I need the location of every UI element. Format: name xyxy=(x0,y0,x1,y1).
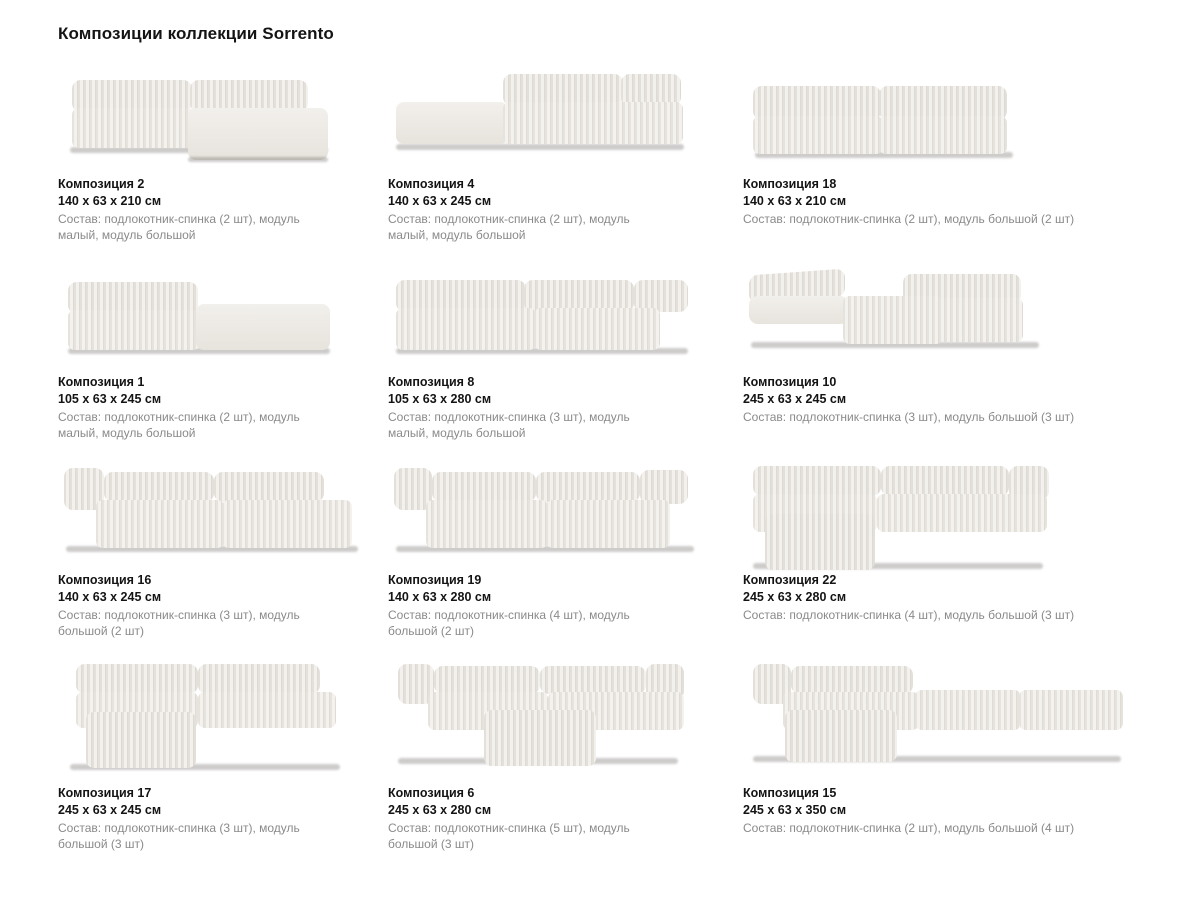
composition-caption xyxy=(388,374,743,441)
sofa-illustration-s6 xyxy=(388,656,743,781)
composition-image xyxy=(388,260,743,370)
sofa-illustration-s10 xyxy=(743,260,1143,370)
composition-name: Композиция 10 xyxy=(743,375,837,389)
composition-name: Композиция 6 xyxy=(388,786,475,800)
composition-contents: Состав: подлокотник-спинка (3 шт), модуль большой (3 шт) xyxy=(743,410,1075,424)
composition-caption xyxy=(58,176,388,243)
composition-contents: Состав: подлокотник-спинка (2 шт), модуль малый, модуль большой xyxy=(388,212,630,242)
composition-card[interactable] xyxy=(743,62,1143,260)
composition-caption xyxy=(388,572,743,639)
composition-caption xyxy=(58,572,388,639)
sofa-illustration-s22 xyxy=(743,458,1143,568)
composition-contents: Состав: подлокотник-спинка (4 шт), модуль большой (3 шт) xyxy=(743,608,1075,622)
composition-name: Композиция 18 xyxy=(743,177,837,191)
composition-image xyxy=(58,656,388,781)
composition-card[interactable] xyxy=(388,458,743,656)
composition-contents: Состав: подлокотник-спинка (5 шт), модуль большой (3 шт) xyxy=(388,821,630,851)
composition-name: Композиция 8 xyxy=(388,375,475,389)
sofa-illustration-s16 xyxy=(58,458,388,568)
sofa-illustration-s1 xyxy=(58,260,388,370)
composition-card[interactable] xyxy=(388,656,743,866)
composition-dimensions: 140 x 63 x 210 см xyxy=(743,194,847,208)
composition-image xyxy=(743,260,1143,370)
sofa-illustration-s19 xyxy=(388,458,743,568)
composition-dimensions: 245 x 63 x 245 см xyxy=(58,803,162,817)
composition-name: Композиция 17 xyxy=(58,786,152,800)
composition-dimensions: 140 x 63 x 245 см xyxy=(58,590,162,604)
composition-image xyxy=(388,458,743,568)
composition-dimensions: 140 x 63 x 245 см xyxy=(388,194,492,208)
composition-image xyxy=(58,458,388,568)
composition-caption xyxy=(743,176,1143,227)
composition-contents: Состав: подлокотник-спинка (2 шт), модуль большой (2 шт) xyxy=(743,212,1075,226)
composition-contents: Состав: подлокотник-спинка (3 шт), модуль малый, модуль большой xyxy=(388,410,630,440)
composition-dimensions: 105 x 63 x 280 см xyxy=(388,392,492,406)
composition-caption xyxy=(388,785,743,852)
composition-contents: Состав: подлокотник-спинка (3 шт), модуль большой (2 шт) xyxy=(58,608,300,638)
composition-image xyxy=(58,260,388,370)
composition-name: Композиция 1 xyxy=(58,375,145,389)
composition-dimensions: 245 x 63 x 245 см xyxy=(743,392,847,406)
composition-contents: Состав: подлокотник-спинка (2 шт), модуль большой (4 шт) xyxy=(743,821,1075,835)
composition-caption xyxy=(743,572,1143,623)
composition-dimensions: 105 x 63 x 245 см xyxy=(58,392,162,406)
composition-image xyxy=(388,62,743,172)
composition-contents: Состав: подлокотник-спинка (2 шт), модуль малый, модуль большой xyxy=(58,212,300,242)
sofa-illustration-s2 xyxy=(58,62,388,172)
composition-contents: Состав: подлокотник-спинка (4 шт), модуль большой (2 шт) xyxy=(388,608,630,638)
sofa-illustration-s8 xyxy=(388,260,743,370)
composition-card[interactable] xyxy=(58,62,388,260)
composition-caption xyxy=(388,176,743,243)
composition-image xyxy=(58,62,388,172)
composition-dimensions: 245 x 63 x 280 см xyxy=(388,803,492,817)
sofa-illustration-s17 xyxy=(58,656,388,781)
composition-image xyxy=(743,656,1143,781)
composition-contents: Состав: подлокотник-спинка (2 шт), модуль малый, модуль большой xyxy=(58,410,300,440)
composition-card[interactable] xyxy=(58,458,388,656)
composition-name: Композиция 2 xyxy=(58,177,145,191)
composition-name: Композиция 16 xyxy=(58,573,152,587)
composition-dimensions: 140 x 63 x 210 см xyxy=(58,194,162,208)
composition-dimensions: 245 x 63 x 280 см xyxy=(743,590,847,604)
composition-caption xyxy=(743,374,1143,425)
sofa-illustration-s15 xyxy=(743,656,1143,781)
composition-dimensions: 140 x 63 x 280 см xyxy=(388,590,492,604)
sofa-illustration-s18 xyxy=(743,62,1143,172)
composition-dimensions: 245 x 63 x 350 см xyxy=(743,803,847,817)
composition-name: Композиция 15 xyxy=(743,786,837,800)
composition-image xyxy=(388,656,743,781)
composition-name: Композиция 4 xyxy=(388,177,475,191)
composition-caption xyxy=(58,785,388,852)
composition-name: Композиция 22 xyxy=(743,573,837,587)
page-title: Композиции коллекции Sorrento xyxy=(58,24,334,43)
composition-caption xyxy=(58,374,388,441)
composition-card[interactable] xyxy=(388,260,743,458)
sofa-illustration-s4 xyxy=(388,62,743,172)
composition-caption xyxy=(743,785,1143,836)
composition-image xyxy=(743,458,1143,568)
composition-card[interactable] xyxy=(58,260,388,458)
composition-card[interactable] xyxy=(743,260,1143,458)
composition-card[interactable] xyxy=(58,656,388,866)
composition-image xyxy=(743,62,1143,172)
composition-card[interactable] xyxy=(743,458,1143,656)
composition-card[interactable] xyxy=(388,62,743,260)
compositions-grid xyxy=(58,62,1148,866)
composition-contents: Состав: подлокотник-спинка (3 шт), модуль большой (3 шт) xyxy=(58,821,300,851)
composition-name: Композиция 19 xyxy=(388,573,482,587)
composition-card[interactable] xyxy=(743,656,1143,866)
